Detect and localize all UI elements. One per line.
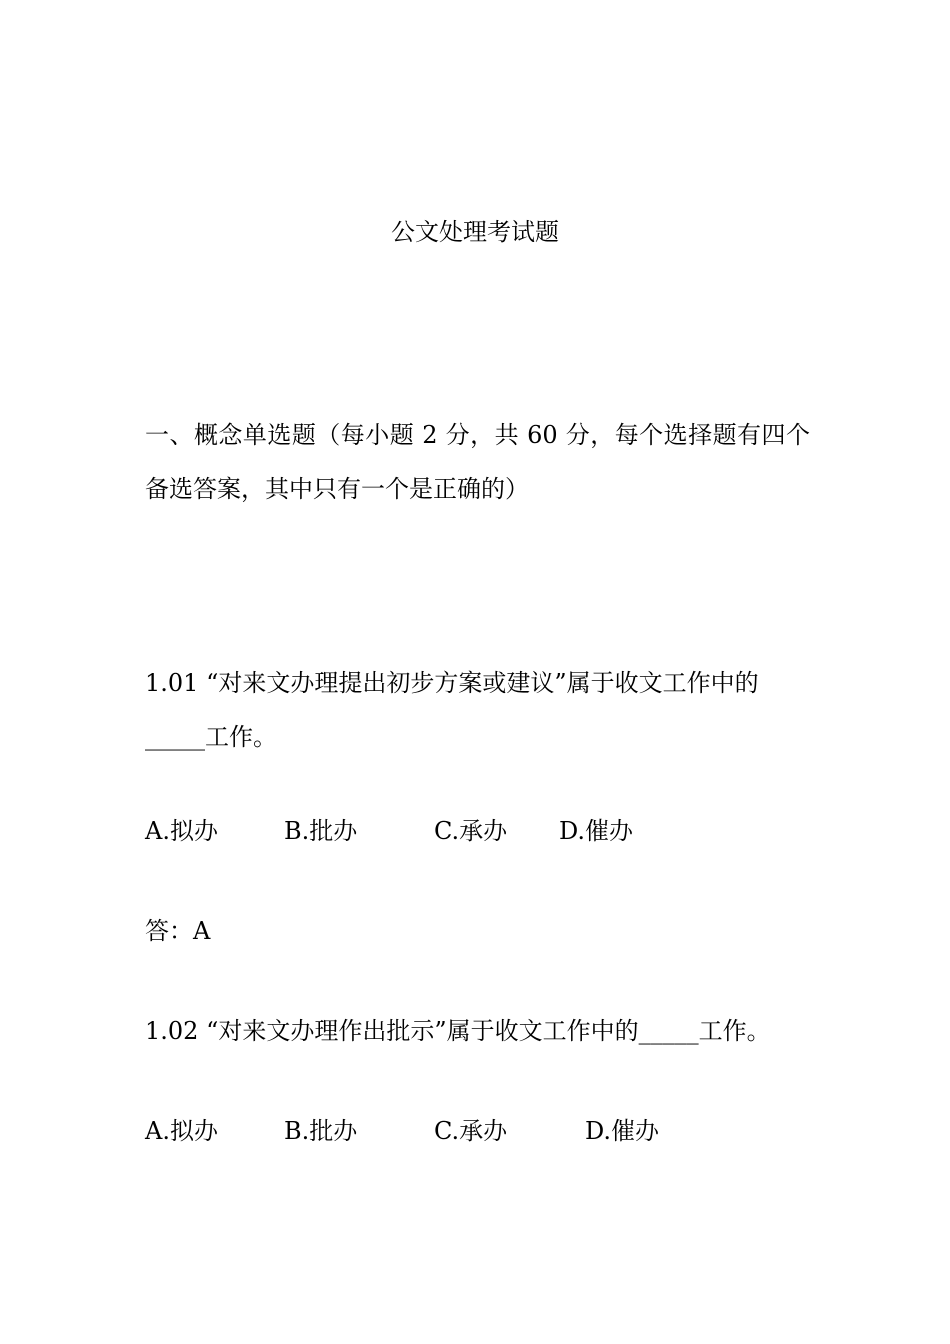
question-1-answer: 答：A (145, 917, 211, 945)
question-1-option-d: D.催办 (559, 817, 634, 845)
question-1-option-a: A.拟办 (145, 817, 218, 845)
question-2-option-d: D.催办 (585, 1117, 660, 1145)
question-2-option-a: A.拟办 (145, 1117, 218, 1145)
question-1-text: 1.01 “对来文办理提出初步方案或建议”属于收文工作中的_____工作。 (145, 669, 759, 751)
section-heading: 一、概念单选题（每小题 2 分，共 60 分，每个选择题有四个备选答案，其中只有一个是正确的） (145, 421, 810, 503)
document-title: 公文处理考试题 (391, 218, 559, 246)
question-2-option-c: C.承办 (434, 1117, 508, 1145)
question-2-option-b: B.批办 (284, 1117, 358, 1145)
question-1-option-b: B.批办 (284, 817, 358, 845)
question-2-text: 1.02 “对来文办理作出批示”属于收文工作中的_____工作。 (145, 1017, 771, 1045)
question-1-option-c: C.承办 (434, 817, 508, 845)
